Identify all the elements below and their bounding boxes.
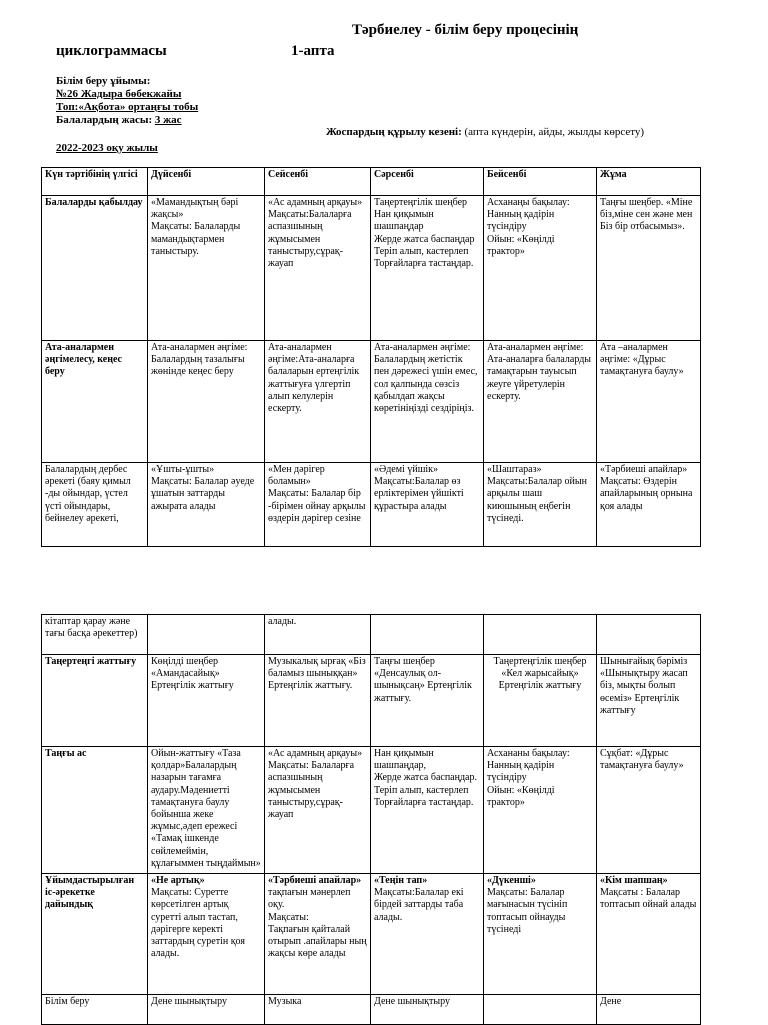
cell-friday: Таңғы шеңбер. «Міне біз,міне сен және мен Біз бір отбасымыз». (597, 196, 701, 341)
cell-thursday: «Шаштараз» Мақсаты:Балалар ойын арқылы шаш киюшының еңбегін түсінеді. (484, 463, 597, 547)
cell-text: тақпағын мәнерлеп оқу. Мақсаты: Тақпағын қайталай отырып .апайлары ның жақсы көре алады (268, 887, 367, 960)
cell-monday: Көңілді шеңбер «Амандасайық» Ертеңгілік жаттығу (148, 655, 265, 747)
cell-monday: Дене шынықтыру (148, 995, 265, 1025)
table-row (42, 615, 701, 655)
plan-period (326, 126, 644, 138)
table-row (42, 655, 701, 747)
row-label: Ата-аналармен әңгімелесу, кеңес беру (42, 341, 148, 463)
row-label: Балаларды қабылдау (42, 196, 148, 341)
cell-thursday: Ата-аналармен әңгіме: Ата-аналарға балаларды тамақтарын тауысып жеуге үйретулерін ескерту. (484, 341, 597, 463)
age-value: 3 жас (154, 114, 182, 126)
row-label: Таңертеңгі жаттығу (42, 655, 148, 747)
cell-text: Мақсаты: Суретте көрсетілген артық суретті алып тастап, дәрігерге керекті заттардың суретін қоя алады. (151, 887, 245, 960)
col-header-schedule: Күн тәртібінің үлгісі (42, 168, 148, 196)
cell-thursday (484, 615, 597, 655)
document-title-line1: Тәрбиелеу - білім беру процесінің (352, 22, 579, 38)
cell-tuesday (265, 874, 371, 995)
cell-tuesday: Музыка (265, 995, 371, 1025)
school-year: 2022-2023 оқу жылы (56, 142, 158, 154)
cell-monday: Ойын-жаттығу «Таза қолдар»Балалардың назарын тағамға аудару.Мәдениетті тамақтануға баулу бойынша жеке жұмыс,әдеп ережесі «Тамақ ішкенде сөйлемеймін, құлағыммен тыңдаймын» (148, 747, 265, 874)
cell-monday: «Мамандықтың бәрі жақсы» Мақсаты: Балаларды мамандықтармен таныстыру. (148, 196, 265, 341)
cell-title: «Кім шапшаң» (600, 875, 668, 886)
cell-wednesday: Таңғы шеңбер «Денсаулық ол-шынықсаң» Ертеңгілік жаттығу. (371, 655, 484, 747)
cell-text: Мақсаты:Балалар екі бірдей заттарды таба алады. (374, 887, 464, 923)
cell-tuesday: «Ас адамның арқауы» Мақсаты: Балаларға аспазшының жұмысымен таныстыру,сұрақ-жауап (265, 747, 371, 874)
row-label: Балалардың дербес әрекеті (баяу қимыл -ды ойындар, үстел үсті ойындары, бейнелеу әрекеті, (42, 463, 148, 547)
week-number: 1-апта (291, 43, 335, 59)
cell-wednesday: «Әдемі үйшік» Мақсаты:Балалар өз ерліктерімен үйшікті құрастыра алады (371, 463, 484, 547)
org-value: №26 Жадыра бөбекжайы (56, 88, 182, 100)
table-row (42, 747, 701, 874)
col-header-monday: Дүйсенбі (148, 168, 265, 196)
cell-tuesday: Ата-аналармен әңгіме:Ата-аналарға балаларын ертеңгілік жаттығуға үлгертіп алып келулерін ескерту. (265, 341, 371, 463)
col-header-thursday: Бейсенбі (484, 168, 597, 196)
table-row (42, 463, 701, 547)
col-header-wednesday: Сәрсенбі (371, 168, 484, 196)
row-label: кітаптар қарау және тағы басқа әрекеттер) (42, 615, 148, 655)
cell-thursday (484, 874, 597, 995)
cell-text: Мақсаты: Балалар мағынасын түсініп топтасып ойнауды түсінеді (487, 887, 568, 935)
row-label: Білім беру (42, 995, 148, 1025)
row-label: Ұйымдастырылған іс-әрекетке дайындық (42, 874, 148, 995)
table-row-cutoff (42, 995, 701, 1025)
cell-wednesday: Ата-аналармен әңгіме: Балалардың жетістік пен дәрежесі үшін емес, сол қалпында сөзсіз қабылдап жақсы көретініңізді сездіріңіз. (371, 341, 484, 463)
cell-friday: «Тәрбиеші апайлар» Мақсаты: Өздерін апайларының орнына қоя алады (597, 463, 701, 547)
document-title-line2: циклограммасы (56, 43, 167, 59)
cell-friday: Ата –аналармен әңгіме: «Дұрыс тамақтануға баулу» (597, 341, 701, 463)
cell-friday: Сұқбат: «Дұрыс тамақтануға баулу» (597, 747, 701, 874)
age-line (56, 114, 182, 127)
cell-monday: Ата-аналармен әңгіме: Балалардың тазалығы жөнінде кеңес беру (148, 341, 265, 463)
cell-thursday: Таңертеңгілік шеңбер «Кел жарысайық» Ертеңгілік жаттығу (484, 655, 597, 747)
cell-monday (148, 615, 265, 655)
cell-title: «Теңін тап» (374, 875, 428, 886)
cell-thursday (484, 995, 597, 1025)
cell-wednesday (371, 615, 484, 655)
col-header-friday: Жұма (597, 168, 701, 196)
table-row (42, 341, 701, 463)
cell-tuesday: Музыкалық ырғақ «Біз баламыз шыныққан» Ертеңгілік жаттығу. (265, 655, 371, 747)
row-label: Таңғы ас (42, 747, 148, 874)
cyclogram-table-page2 (41, 614, 701, 1025)
age-label: Балалардың жасы: (56, 114, 153, 126)
table-row (42, 874, 701, 995)
cell-monday: «Ұшты-ұшты» Мақсаты: Балалар әуеде ұшатын заттарды ажырата алады (148, 463, 265, 547)
cell-wednesday (371, 874, 484, 995)
cell-title: «Дүкенші» (487, 875, 536, 886)
cell-text: Мақсаты : Балалар топтасып ойнай алады (600, 887, 697, 911)
cell-monday (148, 874, 265, 995)
plan-label: Жоспардың құрылу кезені: (326, 126, 462, 138)
cell-wednesday: Дене шынықтыру (371, 995, 484, 1025)
cell-wednesday: Таңертеңгілік шеңбер Нан қиқымын шашпаңдар Жерде жатса баспаңдар Теріп алып, кастерлеп Торғайларға тастаңдар. (371, 196, 484, 341)
cell-wednesday: Нан қиқымын шашпаңдар, Жерде жатса баспаңдар. Теріп алып, кастерлеп Торғайларға тастаңдар. (371, 747, 484, 874)
cell-friday (597, 874, 701, 995)
cell-friday (597, 615, 701, 655)
cell-thursday: Асханаңы бақылау: Нанның қадірін түсіндіру Ойын: «Көңілді трактор» (484, 196, 597, 341)
col-header-tuesday: Сейсенбі (265, 168, 371, 196)
org-label: Білім беру ұйымы: (56, 75, 151, 87)
cell-title: «Не артық» (151, 875, 205, 886)
plan-hint: (апта күндерін, айды, жылды көрсету) (464, 126, 645, 138)
cell-tuesday: «Ас адамның арқауы» Мақсаты:Балаларға аспазшының жұмысымен таныстыру,сұрақ-жауап (265, 196, 371, 341)
cell-tuesday: «Мен дәрігер боламын» Мақсаты: Балалар бір -бірімен ойнау арқылы өздерін дәрігер сезіне (265, 463, 371, 547)
cell-friday: Дене (597, 995, 701, 1025)
group-name: Топ:«Ақбота» ортаңғы тобы (56, 101, 199, 113)
cell-title: «Тәрбиеші апайлар» (268, 875, 362, 886)
table-row (42, 196, 701, 341)
cell-tuesday: алады. (265, 615, 371, 655)
table-header-row (42, 168, 701, 196)
cell-friday: Шынығайық бәріміз «Шынықтыру жасап біз, мықты болып өсеміз» Ертеңгілік жаттығу (597, 655, 701, 747)
cell-thursday: Асхананы бақылау: Нанның қадірін түсіндіру Ойын: «Көңілді трактор» (484, 747, 597, 874)
cyclogram-table-page1 (41, 167, 701, 547)
